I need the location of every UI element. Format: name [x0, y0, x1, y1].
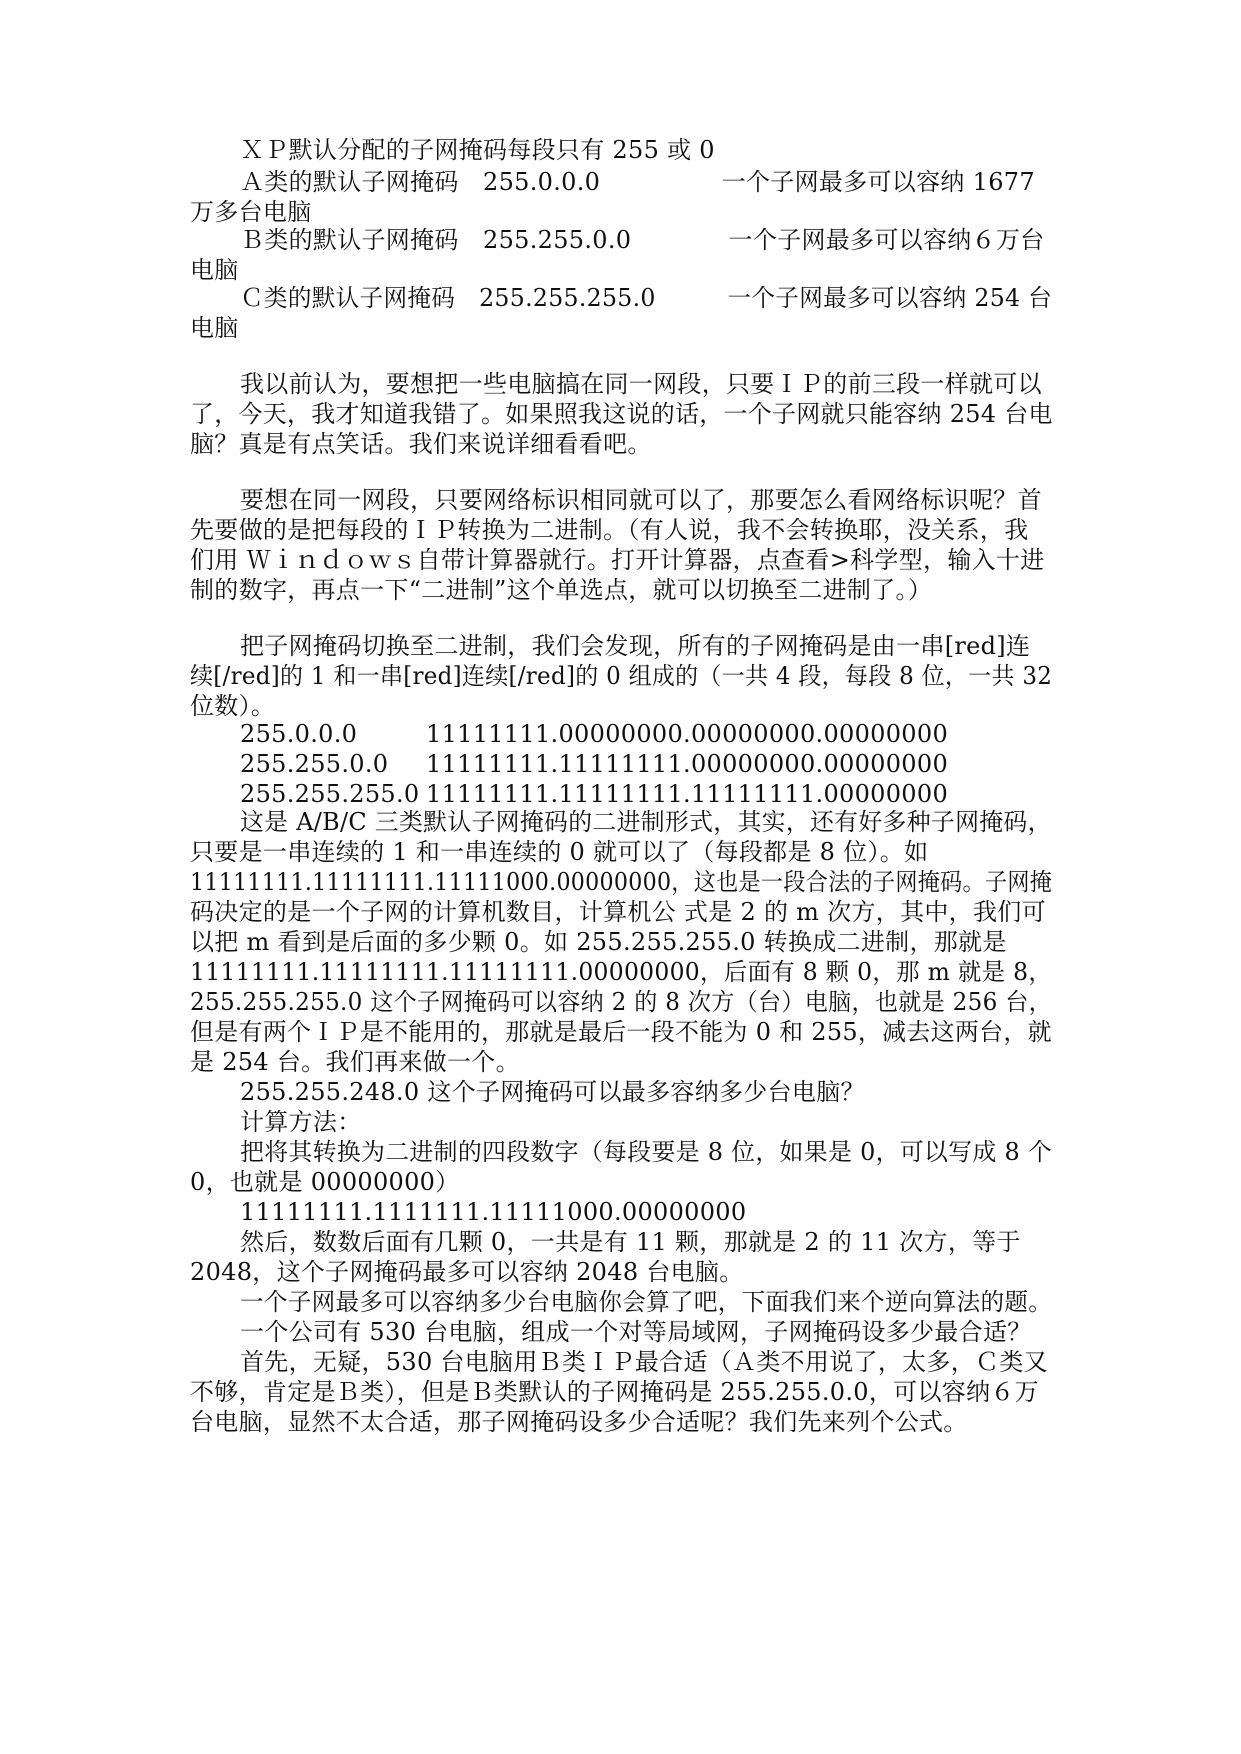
text-line: 一个子网最多可以容纳多少台电脑你会算了吧，下面我们来个逆向算法的题。 — [240, 1288, 1053, 1316]
mask-binary: 11111111.11111111.00000000.00000000 — [426, 750, 949, 778]
text-line: 计算方法： — [240, 1108, 362, 1136]
text-line: 电脑 — [190, 314, 239, 342]
mask-decimal: 255.255.0.0 — [240, 750, 389, 778]
mask-binary: 11111111.00000000.00000000.00000000 — [426, 720, 949, 748]
text-line: 0，也就是 00000000） — [190, 1168, 460, 1196]
mask-decimal: 255.0.0.0 — [240, 720, 358, 748]
text-line: 要想在同一网段，只要网络标识相同就可以了，那要怎么看网络标识呢？首 — [240, 486, 1042, 514]
text-line: 然后，数数后面有几颗 0，一共是有 11 颗，那就是 2 的 11 次方，等于 — [240, 1228, 1021, 1256]
text-line: 码决定的是一个子网的计算机数目，计算机公 式是 2 的 m 次方，其中，我们可 — [190, 898, 1046, 926]
text-line: 11111111.1111111.11111000.00000000 — [240, 1198, 747, 1226]
text-line: 一个公司有 530 台电脑，组成一个对等局域网，子网掩码设多少最合适？ — [240, 1318, 1032, 1346]
text-line: 首先，无疑，530 台电脑用Ｂ类ＩＰ最合适（Ａ类不用说了，太多，Ｃ类又 — [240, 1348, 1048, 1376]
text-line: 把将其转换为二进制的四段数字（每段要是 8 位，如果是 0，可以写成 8 个 — [240, 1138, 1053, 1166]
text-line: 11111111.11111111.11111000.00000000，这也是一段合法的子网掩码。子网掩 — [190, 868, 1053, 896]
text-line: 电脑 — [190, 256, 239, 284]
text-line: 台电脑，显然不太合适，那子网掩码设多少合适呢？我们先来列个公式。 — [190, 1408, 968, 1436]
text-line: 脑？真是有点笑话。我们来说详细看看吧。 — [190, 430, 652, 458]
text-line: Ｂ类的默认子网掩码 255.255.0.0 一个子网最多可以容纳６万台 — [240, 226, 1045, 254]
text-line: 这是 A/B/C 三类默认子网掩码的二进制形式，其实，还有好多种子网掩码， — [240, 808, 1052, 836]
text-line: 位数）。 — [190, 692, 276, 720]
text-line: 了，今天，我才知道我错了。如果照我这说的话，一个子网就只能容纳 254 台电 — [190, 400, 1053, 428]
text-line: 不够，肯定是Ｂ类），但是Ｂ类默认的子网掩码是 255.255.0.0，可以容纳６万 — [190, 1378, 1039, 1406]
text-line: 续[/red]的 1 和一串[red]连续[/red]的 0 组成的（一共 4 段，每段 8 位，一共 32 — [190, 662, 1053, 690]
text-line: 把子网掩码切换至二进制，我们会发现，所有的子网掩码是由一串[red]连 — [240, 632, 1031, 660]
text-line: 255.255.248.0 这个子网掩码可以最多容纳多少台电脑？ — [240, 1078, 865, 1106]
text-line: 们用 Ｗｉｎｄｏｗｓ自带计算器就行。打开计算器，点查看>科学型，输入十进 — [190, 546, 1045, 574]
text-line: 但是有两个ＩＰ是不能用的，那就是最后一段不能为 0 和 255，减去这两台，就 — [190, 1018, 1052, 1046]
text-line: 255.255.255.0 这个子网掩码可以容纳 2 的 8 次方（台）电脑，也就是 256 台， — [190, 988, 1052, 1016]
text-line: 我以前认为，要想把一些电脑搞在同一网段，只要ＩＰ的前三段一样就可以 — [240, 370, 1042, 398]
text-line: Ｃ类的默认子网掩码 255.255.255.0 一个子网最多可以容纳 254 台 — [240, 284, 1053, 312]
mask-decimal: 255.255.255.0 — [240, 780, 420, 808]
text-line: ＸＰ默认分配的子网掩码每段只有 255 或 0 — [240, 136, 715, 164]
text-line: 只要是一串连续的 1 和一串连续的 0 就可以了（每段都是 8 位）。如 — [190, 838, 929, 866]
text-line: Ａ类的默认子网掩码 255.0.0.0 一个子网最多可以容纳 1677 — [240, 168, 1035, 196]
text-line: 先要做的是把每段的ＩＰ转换为二进制。（有人说，我不会转换耶，没关系，我 — [190, 516, 1029, 544]
text-line: 制的数字，再点一下“二进制”这个单选点，就可以切换至二进制了。） — [190, 576, 933, 604]
text-line: 是 254 台。我们再来做一个。 — [190, 1048, 520, 1076]
text-line: 万多台电脑 — [190, 198, 312, 226]
text-line: 2048，这个子网掩码最多可以容纳 2048 台电脑。 — [190, 1258, 744, 1286]
text-line: 11111111.11111111.11111111.00000000，后面有 8 颗 0，那 m 就是 8， — [190, 958, 1053, 986]
text-line: 以把 m 看到是后面的多少颗 0。如 255.255.255.0 转换成二进制，那就是 — [190, 928, 1007, 956]
mask-binary: 11111111.11111111.11111111.00000000 — [426, 780, 949, 808]
